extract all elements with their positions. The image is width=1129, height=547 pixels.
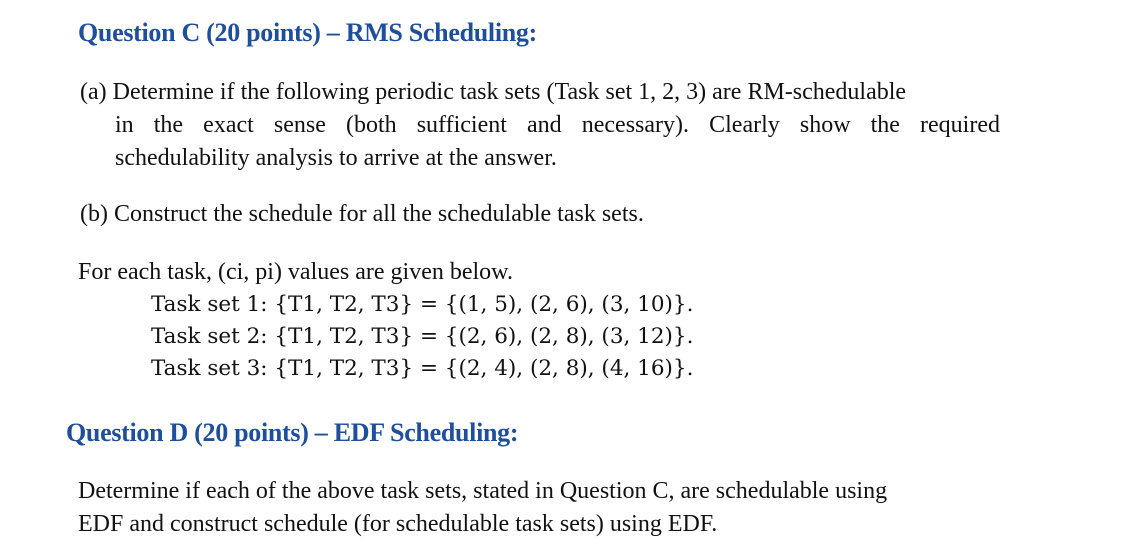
task-set-1: Task set 1: {T1, T2, T3} = {(1, 5), (2, 6), (3, 10)}. — [151, 292, 694, 317]
task-values-intro: For each task, (ci, pi) values are given below. — [78, 259, 513, 285]
question-c-part-b: (b) Construct the schedule for all the schedulable task sets. — [80, 201, 644, 227]
question-d-heading: Question D (20 points) – EDF Scheduling: — [66, 418, 519, 447]
question-d-body — [78, 475, 887, 541]
part-a-line-1: (a) Determine if the following periodic task sets (Task set 1, 2, 3) are RM-schedulable — [80, 79, 907, 105]
part-a-line-3: schedulability analysis to arrive at the answer. — [115, 145, 557, 171]
part-a-line-2: in the exact sense (both sufficient and necessary). Clearly show the required — [115, 112, 1000, 138]
question-d-line-2: EDF and construct schedule (for schedulable task sets) using EDF. — [78, 511, 718, 537]
question-c-part-a — [80, 76, 1000, 175]
task-set-3: Task set 3: {T1, T2, T3} = {(2, 4), (2, 8), (4, 16)}. — [151, 356, 694, 381]
question-c-heading: Question C (20 points) – RMS Scheduling: — [78, 18, 537, 47]
task-set-2: Task set 2: {T1, T2, T3} = {(2, 6), (2, 8), (3, 12)}. — [151, 324, 694, 349]
question-d-line-1: Determine if each of the above task sets, stated in Question C, are schedulable using — [78, 478, 888, 504]
